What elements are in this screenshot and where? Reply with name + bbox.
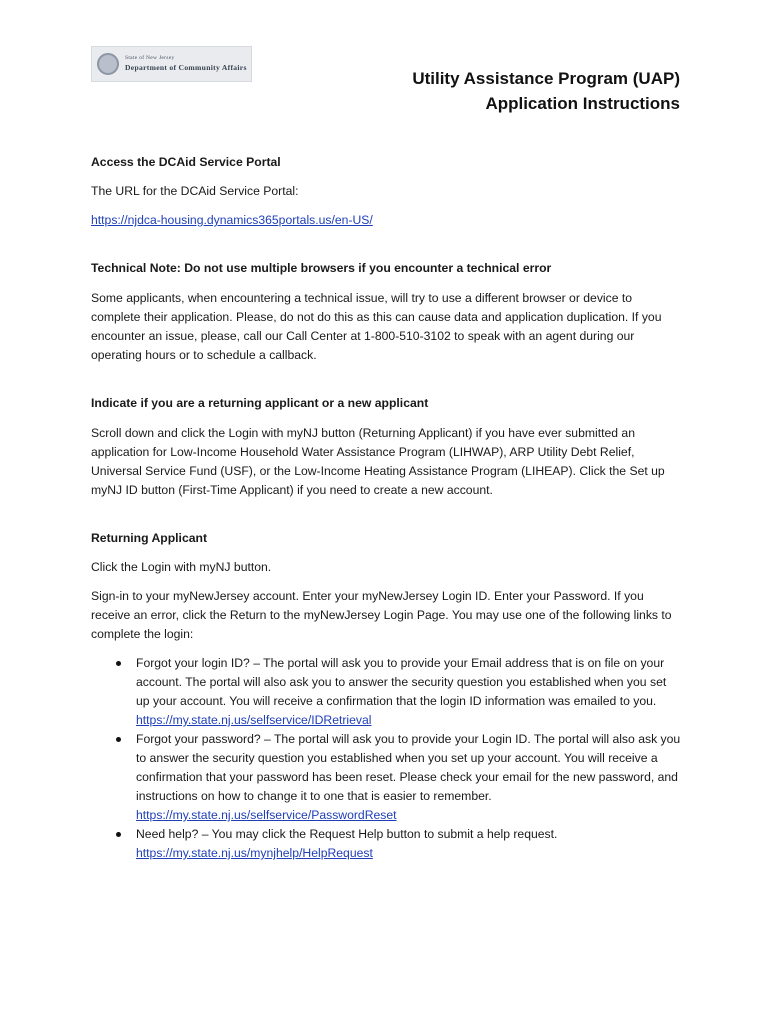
help-request-link[interactable]: https://my.state.nj.us/mynjhelp/HelpRequest <box>136 846 373 860</box>
indicate-text: Scroll down and click the Login with myNJ button (Returning Applicant) if you have ever submitted an application for Low-Income Household Water Assistance Program (LIHWAP), ARP Utility Debt Relief, Universal Service Fund (USF), or the Low-Income Heating Assistance Program (LIHEAP). Click the Set up myNJ ID button (First-Time Applicant) if you need to create a new account. <box>91 426 665 497</box>
access-text: The URL for the DCAid Service Portal: <box>91 184 299 198</box>
list-item <box>91 730 683 825</box>
bullet-text: Forgot your login ID? – The portal will ask you to provide your Email address that is on file on your account. The portal will also ask you to answer the security question you established when you set up your account. You will receive a confirmation that the login ID information was emailed to you. <box>136 656 667 708</box>
id-retrieval-link[interactable]: https://my.state.nj.us/selfservice/IDRetrieval <box>136 713 372 727</box>
document-body <box>91 153 683 863</box>
title-line-1: Utility Assistance Program (UAP) <box>412 69 680 88</box>
technical-heading: Technical Note: Do not use multiple browsers if you encounter a technical error <box>91 261 552 275</box>
bullet-icon <box>116 737 121 742</box>
title-line-2: Application Instructions <box>485 94 680 113</box>
list-item <box>91 825 683 863</box>
bullet-icon <box>116 661 121 666</box>
returning-text-1: Click the Login with myNJ button. <box>91 560 272 574</box>
bullet-icon <box>116 832 121 837</box>
technical-text: Some applicants, when encountering a technical issue, will try to use a different browser or device to complete their application. Please, do not do this as this can cause data and application duplication. If you encounter an issue, please, call our Call Center at 1-800-510-3102 to speak with an agent during our operating hours or to schedule a callback. <box>91 291 662 362</box>
indicate-heading: Indicate if you are a returning applicant or a new applicant <box>91 396 429 410</box>
returning-text-2: Sign-in to your myNewJersey account. Enter your myNewJersey Login ID. Enter your Password. If you receive an error, click the Return to the myNewJersey Login Page. You may use one of the following links to complete the login: <box>91 589 672 641</box>
logo-state-text: State of New Jersey <box>125 55 175 62</box>
logo-department-text: Department of Community Affairs <box>125 62 247 72</box>
list-item <box>91 654 683 730</box>
dca-logo <box>91 46 252 82</box>
portal-link[interactable]: https://njdca-housing.dynamics365portals.us/en-US/ <box>91 213 373 227</box>
bullet-text: Need help? – You may click the Request Help button to submit a help request. <box>136 827 558 841</box>
password-reset-link[interactable]: https://my.state.nj.us/selfservice/PasswordReset <box>136 808 397 822</box>
access-heading: Access the DCAid Service Portal <box>91 155 281 169</box>
state-seal-icon <box>97 53 119 75</box>
returning-heading: Returning Applicant <box>91 531 208 545</box>
login-help-list <box>91 654 683 863</box>
page-title <box>412 66 680 116</box>
bullet-text: Forgot your password? – The portal will ask you to provide your Login ID. The portal will also ask you to answer the security question you established when you set up your account. You will receive a confirmation that your password has been reset. Please check your email for the new password, and instructions on how to change it to one that is easier to remember. <box>136 732 681 803</box>
